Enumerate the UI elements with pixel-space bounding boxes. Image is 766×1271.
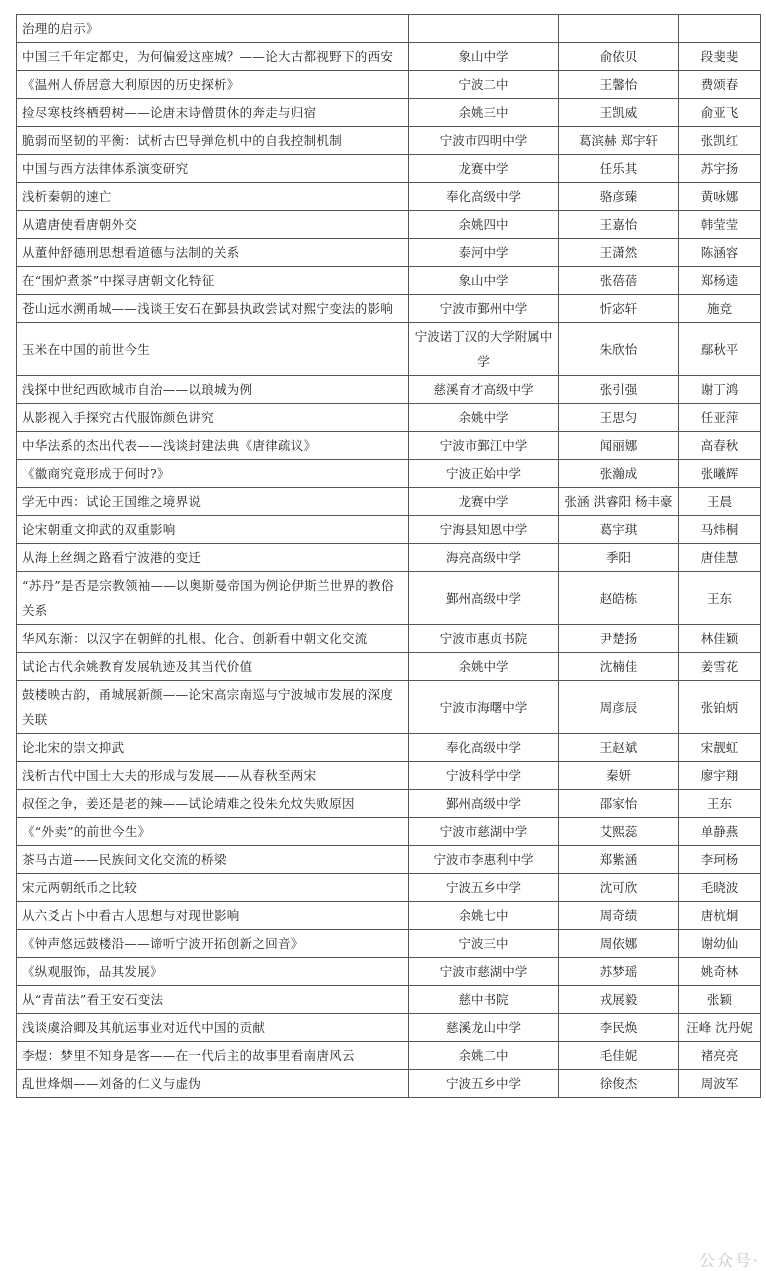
- student-names-cell: 朱欣怡: [559, 323, 679, 376]
- table-row: [17, 930, 761, 958]
- student-names-cell: 毛佳妮: [559, 1042, 679, 1070]
- advisor-cell: 单静燕: [679, 818, 761, 846]
- paper-title-cell: 《“外卖”的前世今生》: [17, 818, 409, 846]
- advisor-cell: 韩莹莹: [679, 211, 761, 239]
- table-row: [17, 460, 761, 488]
- advisor-cell: 谢丁鸿: [679, 376, 761, 404]
- table-row: [17, 183, 761, 211]
- student-names-cell: 张蓓蓓: [559, 267, 679, 295]
- school-cell: 余姚三中: [409, 99, 559, 127]
- table-row: [17, 902, 761, 930]
- paper-title-cell: 乱世烽烟——刘备的仁义与虚伪: [17, 1070, 409, 1098]
- school-cell: 慈溪龙山中学: [409, 1014, 559, 1042]
- student-names-cell: 葛宇琪: [559, 516, 679, 544]
- school-cell: 宁波市海曙中学: [409, 681, 559, 734]
- student-names-cell: 王馨怡: [559, 71, 679, 99]
- student-names-cell: 周依娜: [559, 930, 679, 958]
- student-names-cell: 王思匀: [559, 404, 679, 432]
- school-cell: 象山中学: [409, 43, 559, 71]
- advisor-cell: 俞亚飞: [679, 99, 761, 127]
- advisor-cell: 李珂杨: [679, 846, 761, 874]
- student-names-cell: 徐俊杰: [559, 1070, 679, 1098]
- advisor-cell: 汪峰 沈丹妮: [679, 1014, 761, 1042]
- school-cell: 慈溪育才高级中学: [409, 376, 559, 404]
- student-names-cell: 郑紫涵: [559, 846, 679, 874]
- table-row: [17, 958, 761, 986]
- student-names-cell: [559, 15, 679, 43]
- school-cell: 宁波五乡中学: [409, 1070, 559, 1098]
- student-names-cell: 苏梦瑶: [559, 958, 679, 986]
- paper-title-cell: 在“围炉煮茶”中探寻唐朝文化特征: [17, 267, 409, 295]
- paper-title-cell: 茶马古道——民族间文化交流的桥梁: [17, 846, 409, 874]
- table-row: [17, 239, 761, 267]
- student-names-cell: 艾熙蕊: [559, 818, 679, 846]
- student-names-cell: 任乐其: [559, 155, 679, 183]
- paper-title-cell: 治理的启示》: [17, 15, 409, 43]
- advisor-cell: 王东: [679, 572, 761, 625]
- table-row: [17, 432, 761, 460]
- student-names-cell: 王潇然: [559, 239, 679, 267]
- advisor-cell: 张铂炳: [679, 681, 761, 734]
- school-cell: 鄞州高级中学: [409, 572, 559, 625]
- student-names-cell: 王赵斌: [559, 734, 679, 762]
- paper-title-cell: 叔侄之争，姜还是老的辣——试论靖难之役朱允炆失败原因: [17, 790, 409, 818]
- advisor-cell: 林佳颖: [679, 625, 761, 653]
- student-names-cell: 周奇绩: [559, 902, 679, 930]
- paper-title-cell: 试论古代余姚教育发展轨迹及其当代价值: [17, 653, 409, 681]
- paper-title-cell: 脆弱而坚韧的平衡：试析古巴导弹危机中的自我控制机制: [17, 127, 409, 155]
- advisor-cell: 段斐斐: [679, 43, 761, 71]
- table-row: [17, 155, 761, 183]
- student-names-cell: 俞依贝: [559, 43, 679, 71]
- student-names-cell: 张涵 洪睿阳 杨丰豪: [559, 488, 679, 516]
- paper-title-cell: 捡尽寒枝终栖碧树——论唐末诗僧贯休的奔走与归宿: [17, 99, 409, 127]
- school-cell: 余姚二中: [409, 1042, 559, 1070]
- advisor-cell: 苏宇扬: [679, 155, 761, 183]
- school-cell: 宁波科学中学: [409, 762, 559, 790]
- award-table-body: [17, 15, 761, 1098]
- paper-title-cell: 《徽商究竟形成于何时?》: [17, 460, 409, 488]
- advisor-cell: 姜雪花: [679, 653, 761, 681]
- paper-title-cell: 学无中西：试论王国维之境界说: [17, 488, 409, 516]
- school-cell: 宁波诺丁汉的大学附属中学: [409, 323, 559, 376]
- school-cell: 象山中学: [409, 267, 559, 295]
- paper-title-cell: “苏丹”是否是宗教领袖——以奥斯曼帝国为例论伊斯兰世界的教俗关系: [17, 572, 409, 625]
- table-row: [17, 295, 761, 323]
- table-row: [17, 71, 761, 99]
- paper-title-cell: 从六爻占卜中看古人思想与对现世影响: [17, 902, 409, 930]
- advisor-cell: 褚亮亮: [679, 1042, 761, 1070]
- school-cell: 龙赛中学: [409, 488, 559, 516]
- student-names-cell: 邵家怡: [559, 790, 679, 818]
- paper-title-cell: 《钟声悠远鼓楼沿——谛听宁波开拓创新之回音》: [17, 930, 409, 958]
- advisor-cell: [679, 15, 761, 43]
- table-row: [17, 790, 761, 818]
- student-names-cell: 骆彦臻: [559, 183, 679, 211]
- table-row: [17, 376, 761, 404]
- advisor-cell: 陈涵容: [679, 239, 761, 267]
- paper-title-cell: 浅探中世纪西欧城市自治——以琅城为例: [17, 376, 409, 404]
- paper-title-cell: 浅析秦朝的速亡: [17, 183, 409, 211]
- student-names-cell: 李民焕: [559, 1014, 679, 1042]
- school-cell: 海亮高级中学: [409, 544, 559, 572]
- advisor-cell: 鄢秋平: [679, 323, 761, 376]
- school-cell: 慈中书院: [409, 986, 559, 1014]
- table-row: [17, 818, 761, 846]
- school-cell: 宁波二中: [409, 71, 559, 99]
- advisor-cell: 施竞: [679, 295, 761, 323]
- table-row: [17, 43, 761, 71]
- advisor-cell: 张凯红: [679, 127, 761, 155]
- advisor-cell: 唐杭炯: [679, 902, 761, 930]
- table-row: [17, 404, 761, 432]
- table-row: [17, 874, 761, 902]
- school-cell: 宁波市鄞州中学: [409, 295, 559, 323]
- paper-title-cell: 浅析古代中国士大夫的形成与发展——从春秋至两宋: [17, 762, 409, 790]
- paper-title-cell: 华风东渐：以汉字在朝鲜的扎根、化合、创新看中朝文化交流: [17, 625, 409, 653]
- school-cell: 鄞州高级中学: [409, 790, 559, 818]
- table-row: [17, 488, 761, 516]
- table-row: [17, 267, 761, 295]
- advisor-cell: 马炜桐: [679, 516, 761, 544]
- table-row: [17, 15, 761, 43]
- table-row: [17, 681, 761, 734]
- paper-title-cell: 论宋朝重文抑武的双重影响: [17, 516, 409, 544]
- table-row: [17, 544, 761, 572]
- advisor-cell: 谢幼仙: [679, 930, 761, 958]
- paper-title-cell: 浅谈虞洽卿及其航运事业对近代中国的贡献: [17, 1014, 409, 1042]
- table-row: [17, 1014, 761, 1042]
- school-cell: [409, 15, 559, 43]
- paper-title-cell: 鼓楼映古韵，甬城展新颜——论宋高宗南巡与宁波城市发展的深度关联: [17, 681, 409, 734]
- advisor-cell: 张曦辉: [679, 460, 761, 488]
- student-names-cell: 忻宓轩: [559, 295, 679, 323]
- advisor-cell: 黄咏娜: [679, 183, 761, 211]
- paper-title-cell: 中国与西方法律体系演变研究: [17, 155, 409, 183]
- school-cell: 余姚四中: [409, 211, 559, 239]
- advisor-cell: 唐佳慧: [679, 544, 761, 572]
- school-cell: 宁波三中: [409, 930, 559, 958]
- school-cell: 宁波五乡中学: [409, 874, 559, 902]
- school-cell: 宁波市慈湖中学: [409, 818, 559, 846]
- advisor-cell: 郑杨逵: [679, 267, 761, 295]
- paper-title-cell: 中国三千年定都史，为何偏爱这座城？——论大古都视野下的西安: [17, 43, 409, 71]
- school-cell: 龙赛中学: [409, 155, 559, 183]
- paper-title-cell: 从影视入手探究古代服饰颜色讲究: [17, 404, 409, 432]
- advisor-cell: 周波军: [679, 1070, 761, 1098]
- paper-title-cell: 从海上丝绸之路看宁波港的变迁: [17, 544, 409, 572]
- student-names-cell: 尹楚扬: [559, 625, 679, 653]
- school-cell: 宁海县知恩中学: [409, 516, 559, 544]
- student-names-cell: 沈可欣: [559, 874, 679, 902]
- school-cell: 余姚七中: [409, 902, 559, 930]
- table-row: [17, 625, 761, 653]
- paper-title-cell: 《纵观服饰，品其发展》: [17, 958, 409, 986]
- paper-title-cell: 宋元两朝纸币之比较: [17, 874, 409, 902]
- paper-title-cell: 玉米在中国的前世今生: [17, 323, 409, 376]
- paper-title-cell: 李煜：梦里不知身是客——在一代后主的故事里看南唐风云: [17, 1042, 409, 1070]
- student-names-cell: 赵皓栋: [559, 572, 679, 625]
- advisor-cell: 毛晓波: [679, 874, 761, 902]
- watermark: 公众号·: [698, 1251, 760, 1270]
- student-names-cell: 张引强: [559, 376, 679, 404]
- paper-title-cell: 论北宋的崇文抑武: [17, 734, 409, 762]
- student-names-cell: 沈楠佳: [559, 653, 679, 681]
- paper-title-cell: 中华法系的杰出代表——浅谈封建法典《唐律疏议》: [17, 432, 409, 460]
- school-cell: 宁波市慈湖中学: [409, 958, 559, 986]
- table-row: [17, 572, 761, 625]
- paper-title-cell: 从董仲舒德刑思想看道德与法制的关系: [17, 239, 409, 267]
- student-names-cell: 戎展毅: [559, 986, 679, 1014]
- advisor-cell: 张颖: [679, 986, 761, 1014]
- advisor-cell: 王东: [679, 790, 761, 818]
- table-row: [17, 99, 761, 127]
- school-cell: 宁波正始中学: [409, 460, 559, 488]
- school-cell: 宁波市鄞江中学: [409, 432, 559, 460]
- table-row: [17, 1070, 761, 1098]
- school-cell: 奉化高级中学: [409, 734, 559, 762]
- paper-title-cell: 从遣唐使看唐朝外交: [17, 211, 409, 239]
- student-names-cell: 王凯威: [559, 99, 679, 127]
- award-table-container: [16, 14, 760, 1098]
- advisor-cell: 高春秋: [679, 432, 761, 460]
- school-cell: 宁波市惠贞书院: [409, 625, 559, 653]
- table-row: [17, 211, 761, 239]
- paper-title-cell: 《温州人侨居意大利原因的历史探析》: [17, 71, 409, 99]
- student-names-cell: 秦妍: [559, 762, 679, 790]
- table-row: [17, 846, 761, 874]
- student-names-cell: 周彦辰: [559, 681, 679, 734]
- table-row: [17, 127, 761, 155]
- school-cell: 宁波市四明中学: [409, 127, 559, 155]
- school-cell: 余姚中学: [409, 404, 559, 432]
- table-row: [17, 762, 761, 790]
- award-table: [16, 14, 761, 1098]
- student-names-cell: 季阳: [559, 544, 679, 572]
- school-cell: 奉化高级中学: [409, 183, 559, 211]
- advisor-cell: 廖宇翔: [679, 762, 761, 790]
- paper-title-cell: 从“青苗法”看王安石变法: [17, 986, 409, 1014]
- advisor-cell: 任亚萍: [679, 404, 761, 432]
- table-row: [17, 653, 761, 681]
- school-cell: 宁波市李惠利中学: [409, 846, 559, 874]
- student-names-cell: 王嘉怡: [559, 211, 679, 239]
- school-cell: 泰河中学: [409, 239, 559, 267]
- school-cell: 余姚中学: [409, 653, 559, 681]
- table-row: [17, 1042, 761, 1070]
- student-names-cell: 张瀚成: [559, 460, 679, 488]
- table-row: [17, 323, 761, 376]
- student-names-cell: 葛滨赫 郑宇轩: [559, 127, 679, 155]
- advisor-cell: 宋靓虹: [679, 734, 761, 762]
- table-row: [17, 516, 761, 544]
- advisor-cell: 姚奇林: [679, 958, 761, 986]
- advisor-cell: 费颂春: [679, 71, 761, 99]
- student-names-cell: 闻丽娜: [559, 432, 679, 460]
- table-row: [17, 986, 761, 1014]
- paper-title-cell: 苍山远水溯甬城——浅谈王安石在鄞县执政尝试对熙宁变法的影响: [17, 295, 409, 323]
- advisor-cell: 王晨: [679, 488, 761, 516]
- table-row: [17, 734, 761, 762]
